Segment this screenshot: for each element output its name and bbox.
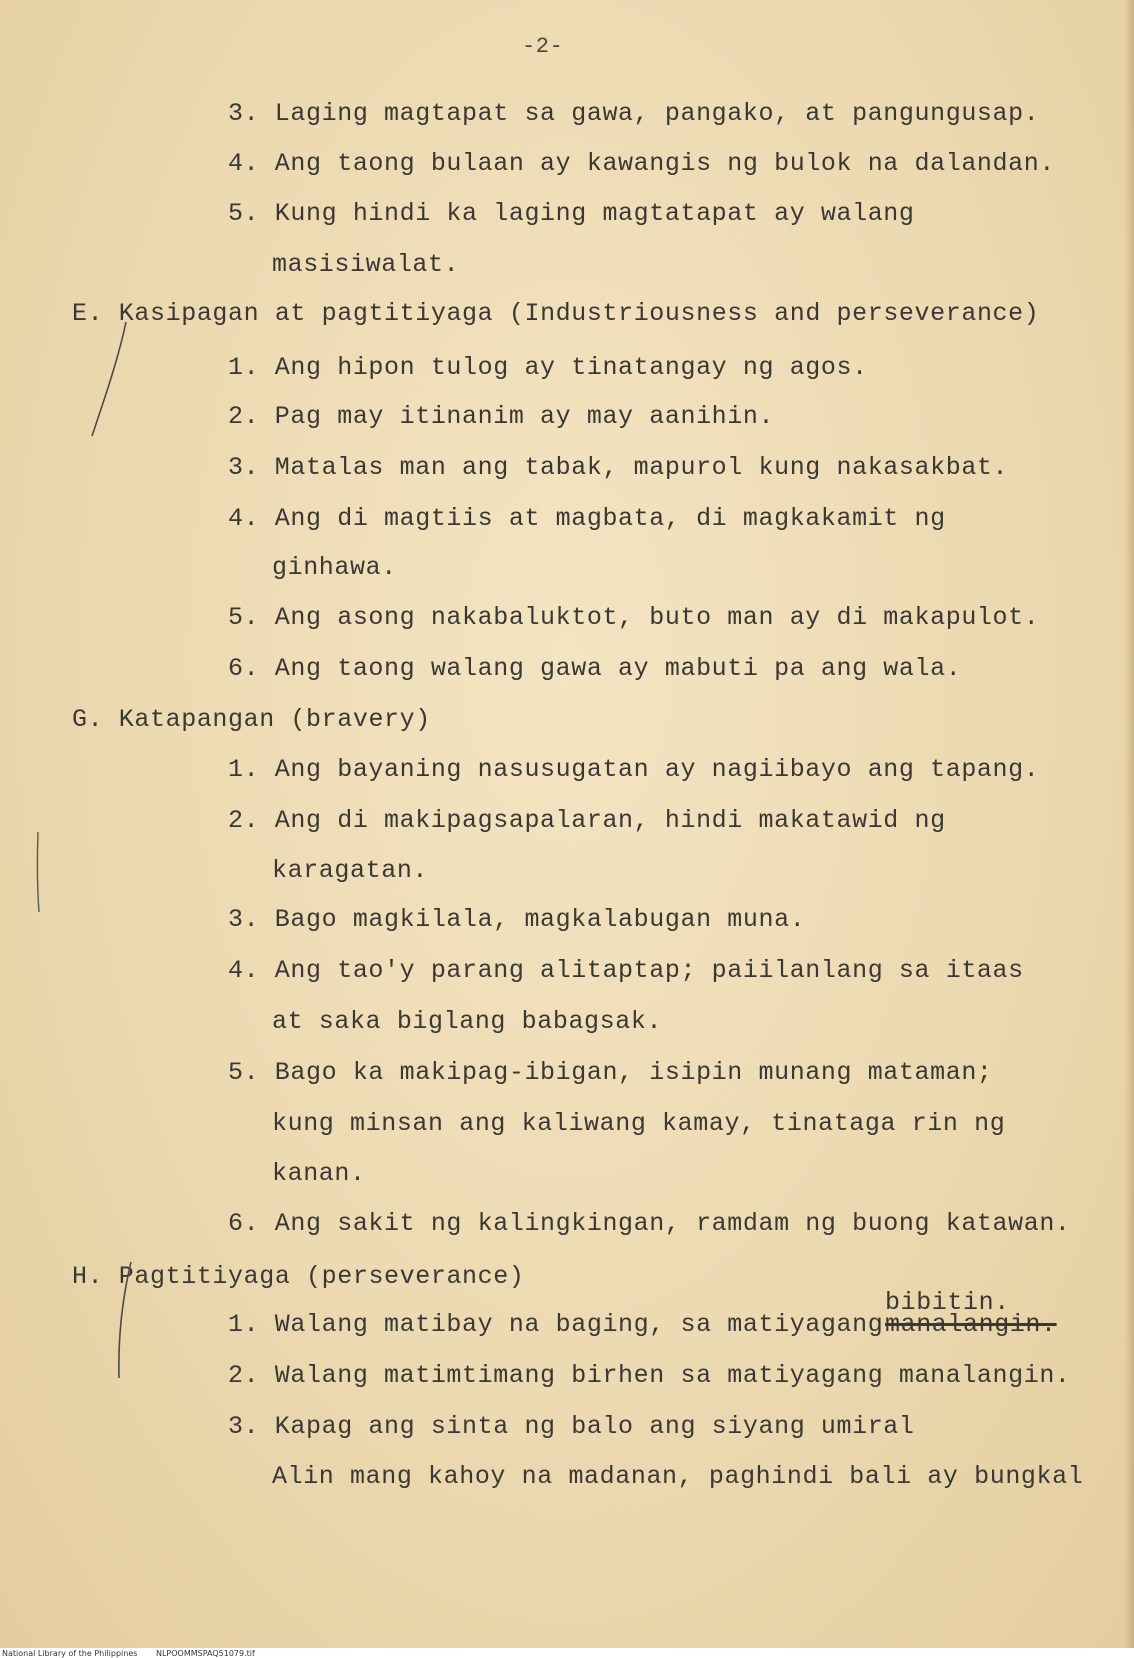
line-g3: 3. Bago magkilala, magkalabugan muna. [228, 905, 806, 934]
line-e5: 5. Ang asong nakabaluktot, buto man ay di makapulot. [228, 603, 1040, 632]
scan-footer [2, 1649, 271, 1658]
line-d5: 5. Kung hindi ka laging magtatapat ay walang [228, 199, 915, 228]
pencil-mark-h [119, 1262, 131, 1378]
line-d4: 4. Ang taong bulaan ay kawangis ng bulok na dalandan. [228, 149, 1055, 178]
section-heading-g: G. Katapangan (bravery) [72, 705, 431, 734]
line-g6: 6. Ang sakit ng kalingkingan, ramdam ng buong katawan. [228, 1209, 1071, 1238]
line-g1: 1. Ang bayaning nasusugatan ay nagiibayo ang tapang. [228, 755, 1040, 784]
line-h1-struck-word: manalangin. [885, 1310, 1057, 1339]
page-number: -2- [522, 34, 564, 59]
line-g4-cont: at saka biglang babagsak. [272, 1007, 663, 1036]
section-heading-e: E. Kasipagan at pagtitiyaga (Industriousness and perseverance) [72, 299, 1040, 328]
line-g5: 5. Bago ka makipag-ibigan, isipin munang mataman; [228, 1058, 993, 1087]
pencil-mark-g [37, 832, 39, 912]
line-g5-cont2: kanan. [272, 1159, 366, 1188]
line-e2: 2. Pag may itinanim ay may aanihin. [228, 402, 775, 431]
line-h2: 2. Walang matimtimang birhen sa matiyagang manalangin. [228, 1361, 1071, 1390]
line-d5-cont: masisiwalat. [272, 250, 460, 279]
footer-filename: NLPOOMMSPAQ51079.tif [155, 1649, 255, 1658]
line-h1-insertion: bibitin. [885, 1288, 1010, 1317]
line-g5-cont: kung minsan ang kaliwang kamay, tinataga rin ng [272, 1109, 1006, 1138]
line-e4-cont: ginhawa. [272, 553, 397, 582]
line-g4: 4. Ang tao'y parang alitaptap; paiilanlang sa itaas [228, 956, 1024, 985]
line-g2-cont: karagatan. [272, 856, 429, 885]
line-e3: 3. Matalas man ang tabak, mapurol kung nakasakbat. [228, 453, 1009, 482]
line-d3: 3. Laging magtapat sa gawa, pangako, at pangungusap. [228, 99, 1040, 128]
line-h3-cont: Alin mang kahoy na madanan, paghindi bali ay bungkal [272, 1462, 1084, 1491]
line-e1: 1. Ang hipon tulog ay tinatangay ng agos. [228, 353, 868, 382]
section-heading-h: H. Pagtitiyaga (perseverance) [72, 1262, 525, 1291]
line-h1: 1. Walang matibay na baging, sa matiyagang [228, 1310, 884, 1339]
line-g2: 2. Ang di makipagsapalaran, hindi makatawid ng [228, 806, 946, 835]
line-e4: 4. Ang di magtiis at magbata, di magkakamit ng [228, 504, 946, 533]
line-e6: 6. Ang taong walang gawa ay mabuti pa ang wala. [228, 654, 962, 683]
footer-library: National Library of the Philippines [2, 1649, 138, 1658]
line-h3: 3. Kapag ang sinta ng balo ang siyang umiral [228, 1412, 915, 1441]
pencil-mark-e [92, 322, 126, 436]
